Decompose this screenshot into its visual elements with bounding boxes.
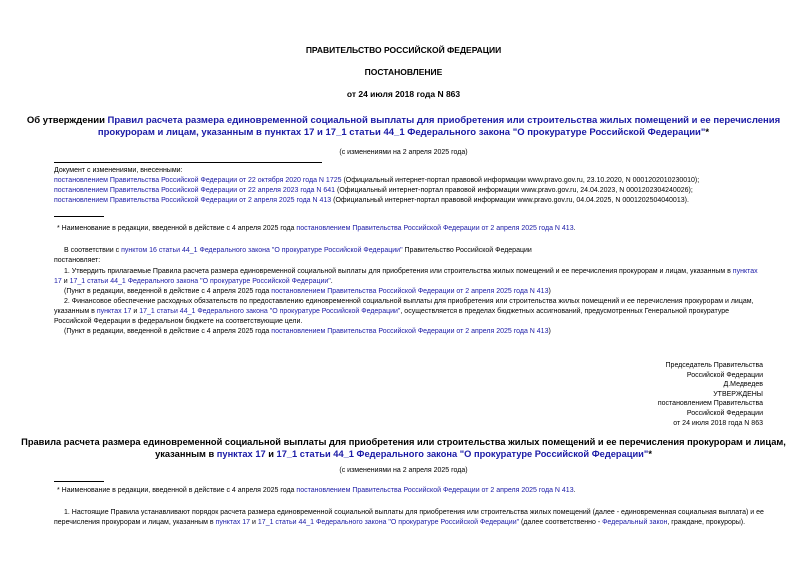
p1-link-2[interactable]: 17 — [54, 278, 62, 285]
amendment-item: постановлением Правительства Российской Федерации от 22 октября 2020 года N 1725 (Официальный интернет-портал правовой информации www.pravo.gov.ru, 23.10.2020, N 0001202010230010); — [54, 177, 700, 184]
clause-1-link-1[interactable]: пунктах 17 — [215, 519, 251, 526]
rules-link-b[interactable]: 17_1 статьи 44_1 Федерального закона "О прокуратуре Российской Федерации" — [276, 449, 649, 459]
divider — [54, 162, 322, 163]
clause-1-link-2[interactable]: 17_1 статьи 44_1 Федерального закона "О прокуратуре Российской Федерации" — [257, 519, 520, 526]
p1-note-link[interactable]: постановлением Правительства Российской Федерации от 2 апреля 2025 года N 413 — [271, 288, 549, 295]
amendment-item: постановлением Правительства Российской Федерации от 22 апреля 2023 года N 641 (Официальный интернет-портал правовой информации www.pravo.gov.ru, 24.04.2023, N 0001202304240026); — [54, 187, 693, 194]
rules-title-line1: Правила расчета размера единовременной социальной выплаты для приобретения или строительства жилых помещений и ее перечисления прокурорам и лицам, — [21, 437, 786, 447]
document-type: ПОСТАНОВЛЕНИЕ — [364, 67, 443, 77]
p2-note-link[interactable]: постановлением Правительства Российской Федерации от 2 апреля 2025 года N 413 — [271, 328, 549, 335]
amendments-block — [54, 166, 774, 206]
p2-link-3[interactable]: 17_1 статьи 44_1 Федерального закона "О прокуратуре Российской Федерации" — [139, 308, 401, 315]
signature-name: Д.Медведев — [723, 381, 763, 389]
title-star: * — [705, 127, 710, 138]
title-link-line1[interactable]: Правил расчета размера единовременной социальной выплаты для приобретения или строительства жилых помещений и ее перечисления — [107, 115, 781, 126]
signature-block — [658, 361, 763, 428]
document-title — [0, 115, 807, 139]
rules-link-a[interactable]: пунктах 17 — [216, 449, 266, 459]
footnote-1: * Наименование в редакции, введенной в действие с 4 апреля 2025 года постановлением Правительства Российской Федерации от 2 апреля 2025 года N 413. — [57, 225, 576, 232]
signature-position: Председатель Правительства — [665, 362, 763, 369]
rules-revision: (с изменениями на 2 апреля 2025 года) — [339, 467, 468, 474]
signature-country: Российской Федерации — [686, 371, 763, 379]
decree-body — [54, 246, 767, 337]
p1-link-3[interactable]: 17_1 статьи 44_1 Федерального закона "О прокуратуре Российской Федерации" — [69, 278, 331, 285]
clause-1: 1. Настоящие Правила устанавливают порядок расчета размера единовременной социальной выплаты для приобретения или строительства жилых помещений (далее - единовременная социальная выплата) и ее перечисления прокурорам и лицам, указанным в пунктах 17 и 17_1 статьи 44_1 Федерального закона "О прокуратуре Российской Федерации" (далее соответственно - Федеральный закон, граждане, прокуроры). — [54, 509, 764, 526]
paragraph-2: 2. Финансовое обеспечение расходных обязательств по предоставлению единовременной социальной выплаты для приобретения или строительства жилых помещений и ее перечисления прокурорам и лицам, указанным в пунктах 17 и 17_1 статьи 44_1 Федерального закона "О прокуратуре Российской Федерации", осуществляется в пределах бюджетных ассигнований, предусмотренных Генеральной прокуратуре Российской Федерации в федеральном бюджете на соответствующие цели. — [54, 298, 754, 325]
government-heading: ПРАВИТЕЛЬСТВО РОССИЙСКОЙ ФЕДЕРАЦИИ — [305, 45, 502, 55]
rules-title: Правила расчета размера единовременной социальной выплаты для приобретения или строительства жилых помещений и ее перечисления прокурорам и лицам, указанным в пунктах 17 и 17_1 статьи 44_1 Федерального закона "О прокуратуре Российской Федерации"* — [0, 436, 807, 460]
amendments-intro: Документ с изменениями, внесенными: — [54, 167, 183, 174]
document-date-number: от 24 июля 2018 года N 863 — [346, 89, 461, 99]
intro-link[interactable]: пунктом 16 статьи 44_1 Федерального закона "О прокуратуре Российской Федерации" — [121, 247, 403, 254]
paragraph-1-note: (Пункт в редакции, введенной в действие с 4 апреля 2025 года постановлением Правительства Российской Федерации от 2 апреля 2025 года N 413) — [64, 288, 551, 295]
footnote-1-link[interactable]: постановлением Правительства Российской Федерации от 2 апреля 2025 года N 413 — [296, 225, 574, 232]
p1-link-1[interactable]: пунктах — [732, 268, 758, 275]
amendment-link[interactable]: постановлением Правительства Российской Федерации от 2 апреля 2025 года N 413 — [54, 197, 332, 204]
approved-date: от 24 июля 2018 года N 863 — [673, 419, 763, 427]
p2-link-1[interactable]: пунктах — [96, 308, 122, 315]
amendment-link[interactable]: постановлением Правительства Российской Федерации от 22 апреля 2023 года N 641 — [54, 187, 336, 194]
intro-paragraph: В соответствии с пунктом 16 статьи 44_1 Федерального закона "О прокуратуре Российской Федерации" Правительство Российской Федерации — [64, 247, 532, 254]
approved-by: постановлением Правительства — [657, 400, 763, 408]
title-prefix: Об утверждении — [26, 115, 108, 126]
clause-1-link-3[interactable]: Федеральный закон — [602, 519, 668, 526]
footnote-divider — [54, 481, 104, 482]
amendment-link[interactable]: постановлением Правительства Российской Федерации от 22 октября 2020 года N 1725 — [54, 177, 342, 184]
approved-label: УТВЕРЖДЕНЫ — [713, 390, 763, 398]
footnote-2-link[interactable]: постановлением Правительства Российской Федерации от 2 апреля 2025 года N 413 — [296, 487, 574, 494]
footnote-divider — [54, 216, 104, 217]
paragraph-1: 1. Утвердить прилагаемые Правила расчета размера единовременной социальной выплаты для приобретения или строительства жилых помещений и ее перечисления прокурорам и лицам, указанным в пунктах 17 и 17_1 статьи 44_1 Федерального закона "О прокуратуре Российской Федерации". — [54, 268, 758, 285]
amendment-item: постановлением Правительства Российской Федерации от 2 апреля 2025 года N 413 (Официальный интернет-портал правовой информации www.pravo.gov.ru, 04.04.2025, N 0001202504040013). — [54, 197, 689, 204]
paragraph-2-note: (Пункт в редакции, введенной в действие с 4 апреля 2025 года постановлением Правительства Российской Федерации от 2 апреля 2025 года N 413) — [64, 328, 551, 335]
title-revision: (с изменениями на 2 апреля 2025 года) — [339, 149, 468, 156]
footnote-2: * Наименование в редакции, введенной в действие с 4 апреля 2025 года постановлением Правительства Российской Федерации от 2 апреля 2025 года N 413. — [57, 487, 576, 494]
approved-country: Российской Федерации — [686, 409, 763, 417]
title-link-line2[interactable]: прокурорам и лицам, указанным в пунктах 17 и 17_1 статьи 44_1 Федерального закона "О прокуратуре Российской Федерации" — [97, 127, 706, 138]
p2-link-2[interactable]: 17 — [123, 308, 132, 315]
decides-line: постановляет: — [54, 257, 101, 264]
